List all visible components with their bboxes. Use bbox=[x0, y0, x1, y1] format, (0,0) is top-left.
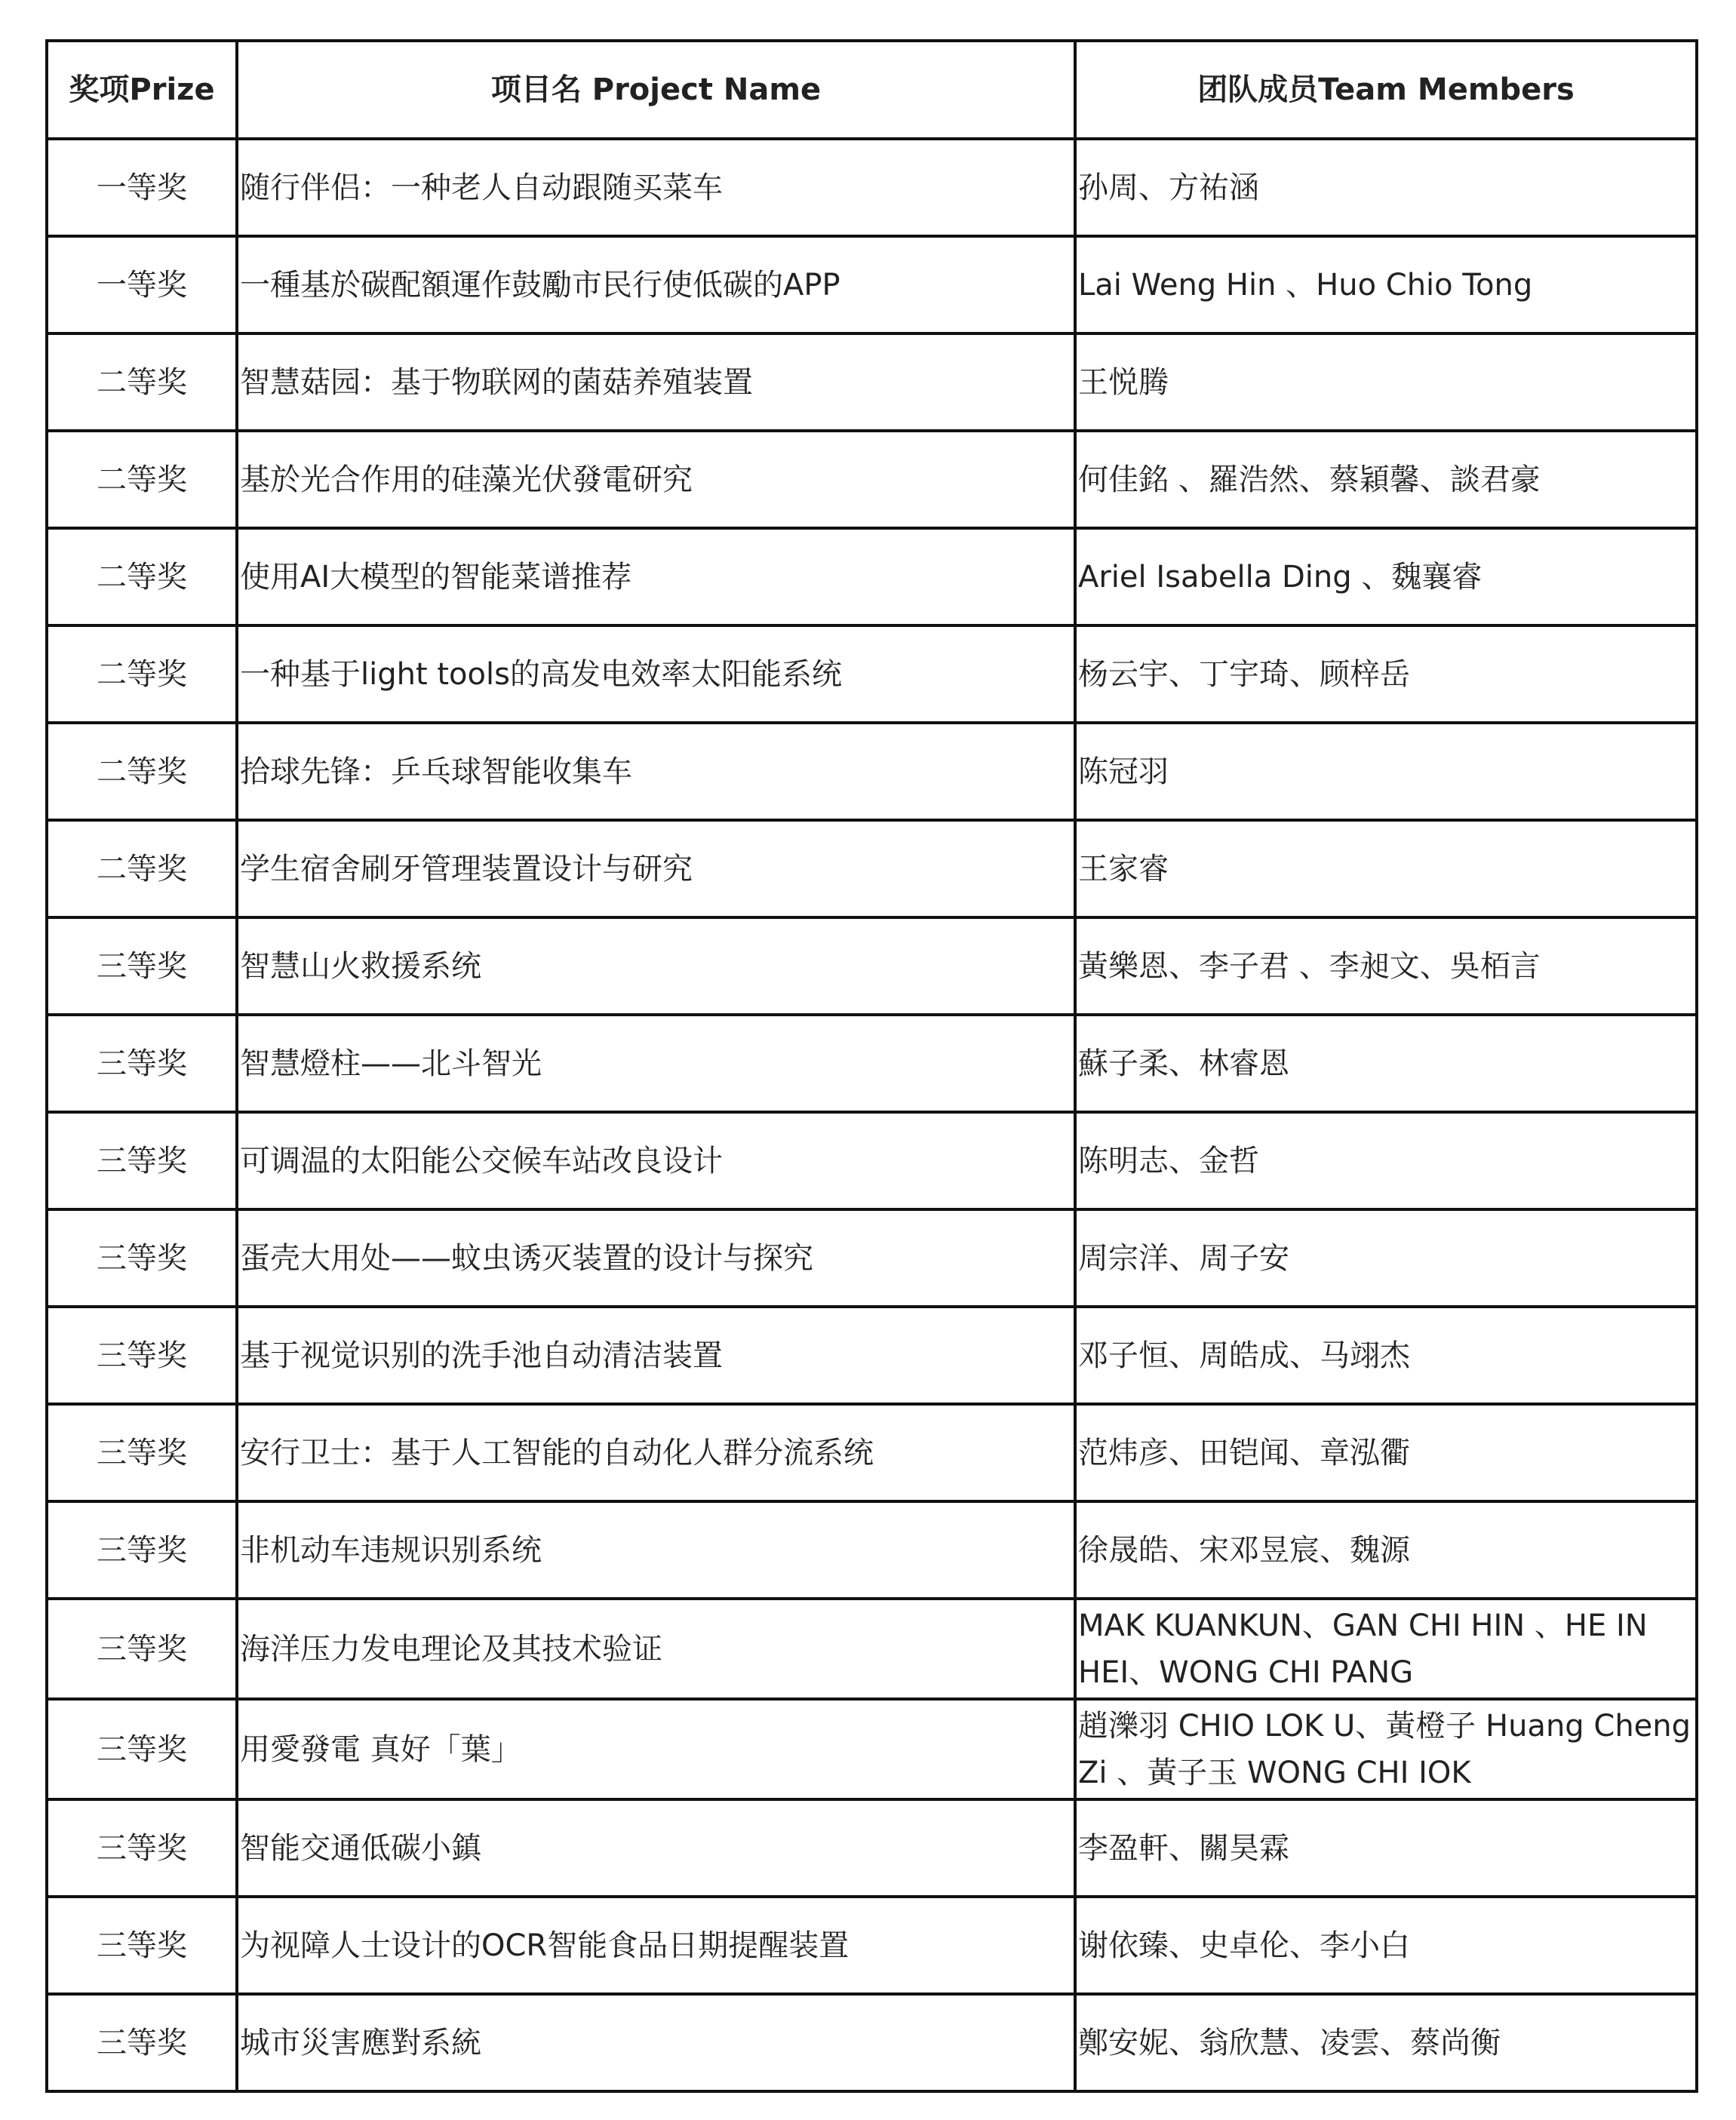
header-prize: 奖项Prize bbox=[47, 41, 237, 139]
prize-cell: 三等奖 bbox=[47, 917, 237, 1015]
table-row bbox=[47, 1501, 1697, 1599]
team-members-cell: 王悦腾 bbox=[1075, 333, 1697, 431]
table-row bbox=[47, 139, 1697, 236]
table-row bbox=[47, 1307, 1697, 1404]
project-name-cell: 非机动车违规识别系统 bbox=[237, 1501, 1075, 1599]
prize-cell: 三等奖 bbox=[47, 1699, 237, 1799]
prize-cell: 二等奖 bbox=[47, 625, 237, 723]
project-name-cell: 基于视觉识别的洗手池自动清洁装置 bbox=[237, 1307, 1075, 1404]
prize-cell: 三等奖 bbox=[47, 1015, 237, 1112]
header-project-name: 项目名 Project Name bbox=[237, 41, 1075, 139]
prize-cell: 三等奖 bbox=[47, 1209, 237, 1307]
table-row bbox=[47, 528, 1697, 625]
header-team-members: 团队成员Team Members bbox=[1075, 41, 1697, 139]
project-name-cell: 可调温的太阳能公交候车站改良设计 bbox=[237, 1112, 1075, 1209]
prize-cell: 二等奖 bbox=[47, 528, 237, 625]
project-name-cell: 智慧山火救援系统 bbox=[237, 917, 1075, 1015]
team-members-cell: 邓子恒、周皓成、马翊杰 bbox=[1075, 1307, 1697, 1404]
table-row bbox=[47, 625, 1697, 723]
prize-cell: 二等奖 bbox=[47, 723, 237, 820]
team-members-cell: 谢依臻、史卓伦、李小白 bbox=[1075, 1897, 1697, 1994]
prize-cell: 三等奖 bbox=[47, 1112, 237, 1209]
project-name-cell: 智能交通低碳小鎮 bbox=[237, 1799, 1075, 1897]
table-row bbox=[47, 333, 1697, 431]
project-name-cell: 拾球先锋：乒乓球智能收集车 bbox=[237, 723, 1075, 820]
team-members-cell: 徐晟皓、宋邓昱宸、魏源 bbox=[1075, 1501, 1697, 1599]
team-members-cell: 趙濼羽 CHIO LOK U、黃橙子 Huang Cheng Zi 、黃子玉 WONG CHI IOK bbox=[1075, 1699, 1697, 1799]
team-members-cell: 陈明志、金哲 bbox=[1075, 1112, 1697, 1209]
team-members-cell: 黃樂恩、李子君 、李昶文、吳栢言 bbox=[1075, 917, 1697, 1015]
team-members-cell: 蘇子柔、林睿恩 bbox=[1075, 1015, 1697, 1112]
prize-cell: 三等奖 bbox=[47, 1799, 237, 1897]
project-name-cell: 一種基於碳配額運作鼓勵市民行使低碳的APP bbox=[237, 236, 1075, 333]
prize-cell: 一等奖 bbox=[47, 139, 237, 236]
table-row bbox=[47, 1799, 1697, 1897]
prize-cell: 三等奖 bbox=[47, 1599, 237, 1699]
prize-cell: 一等奖 bbox=[47, 236, 237, 333]
prize-cell: 二等奖 bbox=[47, 820, 237, 917]
team-members-cell: 何佳銘 、羅浩然、蔡穎馨、談君豪 bbox=[1075, 431, 1697, 528]
project-name-cell: 安行卫士：基于人工智能的自动化人群分流系统 bbox=[237, 1404, 1075, 1501]
table-row bbox=[47, 1599, 1697, 1699]
team-members-cell: 王家睿 bbox=[1075, 820, 1697, 917]
table-row bbox=[47, 236, 1697, 333]
team-members-cell: 孙周、方祐涵 bbox=[1075, 139, 1697, 236]
table-row bbox=[47, 917, 1697, 1015]
table-row bbox=[47, 1404, 1697, 1501]
table-row bbox=[47, 1015, 1697, 1112]
team-members-cell: 杨云宇、丁宇琦、顾梓岳 bbox=[1075, 625, 1697, 723]
team-members-cell: 陈冠羽 bbox=[1075, 723, 1697, 820]
team-members-cell: Ariel Isabella Ding 、魏襄睿 bbox=[1075, 528, 1697, 625]
prize-cell: 三等奖 bbox=[47, 1501, 237, 1599]
prize-cell: 二等奖 bbox=[47, 431, 237, 528]
table-row bbox=[47, 1897, 1697, 1994]
header-row bbox=[47, 41, 1697, 139]
table-row bbox=[47, 723, 1697, 820]
table-row bbox=[47, 1209, 1697, 1307]
table-row bbox=[47, 1112, 1697, 1209]
prize-cell: 二等奖 bbox=[47, 333, 237, 431]
table-row bbox=[47, 1994, 1697, 2091]
table-row bbox=[47, 1699, 1697, 1799]
project-name-cell: 蛋壳大用处——蚊虫诱灭装置的设计与探究 bbox=[237, 1209, 1075, 1307]
project-name-cell: 智慧燈柱——北斗智光 bbox=[237, 1015, 1075, 1112]
project-name-cell: 城市災害應對系統 bbox=[237, 1994, 1075, 2091]
table-row bbox=[47, 431, 1697, 528]
awards-table bbox=[45, 39, 1698, 2093]
project-name-cell: 基於光合作用的硅藻光伏發電研究 bbox=[237, 431, 1075, 528]
table-body bbox=[47, 139, 1697, 2091]
project-name-cell: 海洋压力发电理论及其技术验证 bbox=[237, 1599, 1075, 1699]
team-members-cell: 周宗洋、周子安 bbox=[1075, 1209, 1697, 1307]
project-name-cell: 用愛發電 真好「葉」 bbox=[237, 1699, 1075, 1799]
project-name-cell: 智慧菇园：基于物联网的菌菇养殖装置 bbox=[237, 333, 1075, 431]
project-name-cell: 随行伴侣：一种老人自动跟随买菜车 bbox=[237, 139, 1075, 236]
project-name-cell: 一种基于light tools的高发电效率太阳能系统 bbox=[237, 625, 1075, 723]
team-members-cell: 鄭安妮、翁欣慧、凌雲、蔡尚衡 bbox=[1075, 1994, 1697, 2091]
project-name-cell: 为视障人士设计的OCR智能食品日期提醒装置 bbox=[237, 1897, 1075, 1994]
prize-cell: 三等奖 bbox=[47, 1897, 237, 1994]
prize-cell: 三等奖 bbox=[47, 1307, 237, 1404]
prize-cell: 三等奖 bbox=[47, 1404, 237, 1501]
team-members-cell: MAK KUANKUN、GAN CHI HIN 、HE IN HEI、WONG CHI PANG bbox=[1075, 1599, 1697, 1699]
team-members-cell: Lai Weng Hin 、Huo Chio Tong bbox=[1075, 236, 1697, 333]
project-name-cell: 学生宿舍刷牙管理装置设计与研究 bbox=[237, 820, 1075, 917]
team-members-cell: 李盈軒、關昊霖 bbox=[1075, 1799, 1697, 1897]
prize-cell: 三等奖 bbox=[47, 1994, 237, 2091]
project-name-cell: 使用AI大模型的智能菜谱推荐 bbox=[237, 528, 1075, 625]
table-row bbox=[47, 820, 1697, 917]
team-members-cell: 范炜彦、田铠闻、章泓衢 bbox=[1075, 1404, 1697, 1501]
